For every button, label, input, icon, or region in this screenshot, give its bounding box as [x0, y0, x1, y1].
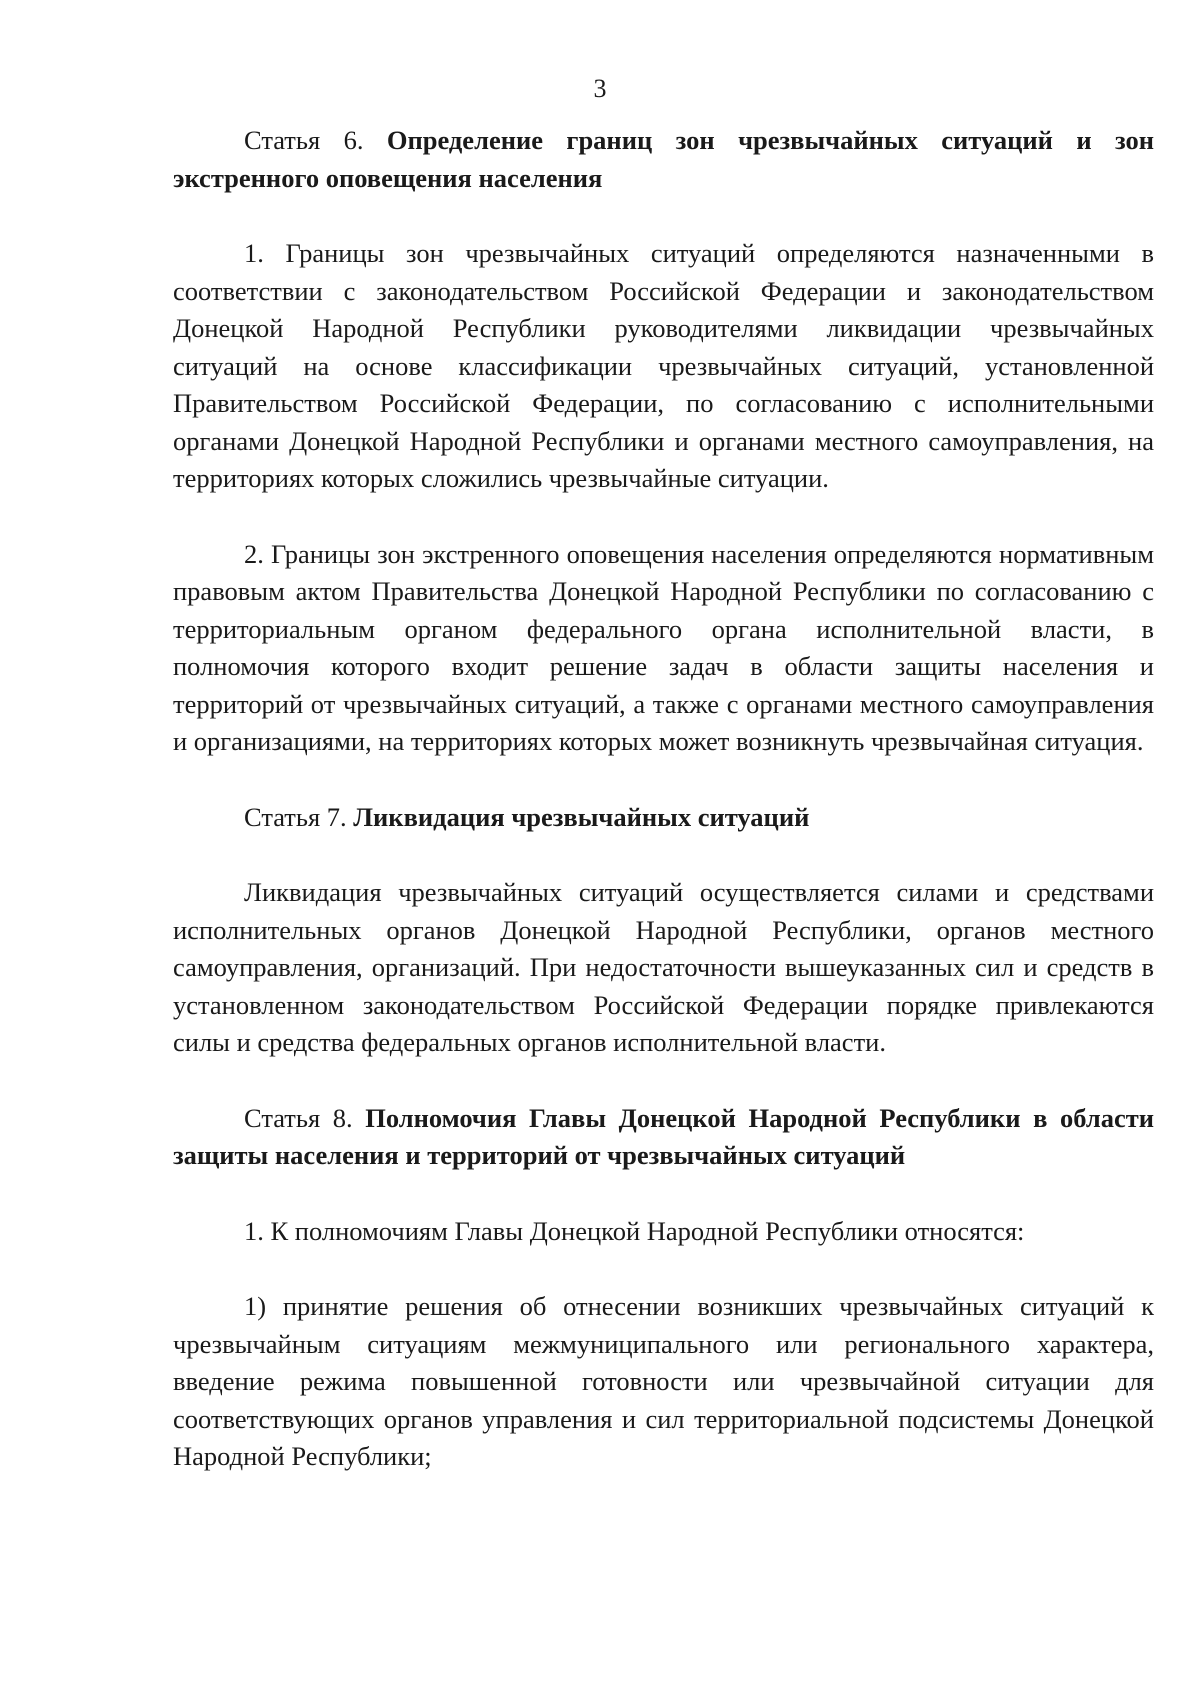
article-7-label: Статья 7. — [244, 801, 347, 832]
article-7-paragraph-1: Ликвидация чрезвычайных ситуаций осуществляется силами и средствами исполнительных органов Донецкой Народной Республики, органов местного самоуправления, организаций. При недостаточности вышеуказанных сил и средств в установленном законодательством Российской Федерации порядке привлекаются силы и средства федеральных органов исполнительной власти. — [173, 877, 1154, 1057]
document-body — [173, 122, 1154, 1476]
article-7-title: Ликвидация чрезвычайных ситуаций — [353, 801, 810, 832]
article-8-heading — [173, 1100, 1154, 1175]
article-6-paragraph-2: 2. Границы зон экстренного оповещения населения определяются нормативным правовым актом Правительства Донецкой Народной Республики по согласованию с территориальным органом федерального органа исполнительной власти, в полномочия которого входит решение задач в области защиты населения и территорий от чрезвычайных ситуаций, а также с органами местного самоуправления и организациями, на территориях которых может возникнуть чрезвычайная ситуация. — [173, 538, 1154, 756]
article-7-heading — [173, 799, 1154, 837]
article-8-paragraph-2: 1) принятие решения об отнесении возникших чрезвычайных ситуаций к чрезвычайным ситуациям межмуниципального или регионального характера, введение режима повышенной готовности или чрезвычайной ситуации для соответствующих органов управления и сил территориальной подсистемы Донецкой Народной Республики; — [173, 1291, 1154, 1471]
article-6-heading — [173, 122, 1154, 197]
article-8-label: Статья 8. — [244, 1102, 353, 1133]
page-number: 3 — [593, 74, 607, 103]
article-8-paragraph-1: 1. К полномочиям Главы Донецкой Народной Республики относятся: — [244, 1215, 1025, 1246]
article-6-title: Определение границ зон чрезвычайных ситуаций и зон экстренного оповещения населения — [173, 125, 1155, 193]
article-6-label: Статья 6. — [244, 125, 364, 155]
article-6-paragraph-1: 1. Границы зон чрезвычайных ситуаций определяются назначенными в соответствии с законодательством Российской Федерации и законодательством Донецкой Народной Республики руководителями ликвидации чрезвычайных ситуаций на основе классификации чрезвычайных ситуаций, установленной Правительством Российской Федерации, по согласованию с исполнительными органами Донецкой Народной Республики и органами местного самоуправления, на территориях которых сложились чрезвычайные ситуации. — [173, 238, 1154, 493]
article-8-title: Полномочия Главы Донецкой Народной Республики в области защиты населения и территорий от чрезвычайных ситуаций — [173, 1102, 1154, 1170]
